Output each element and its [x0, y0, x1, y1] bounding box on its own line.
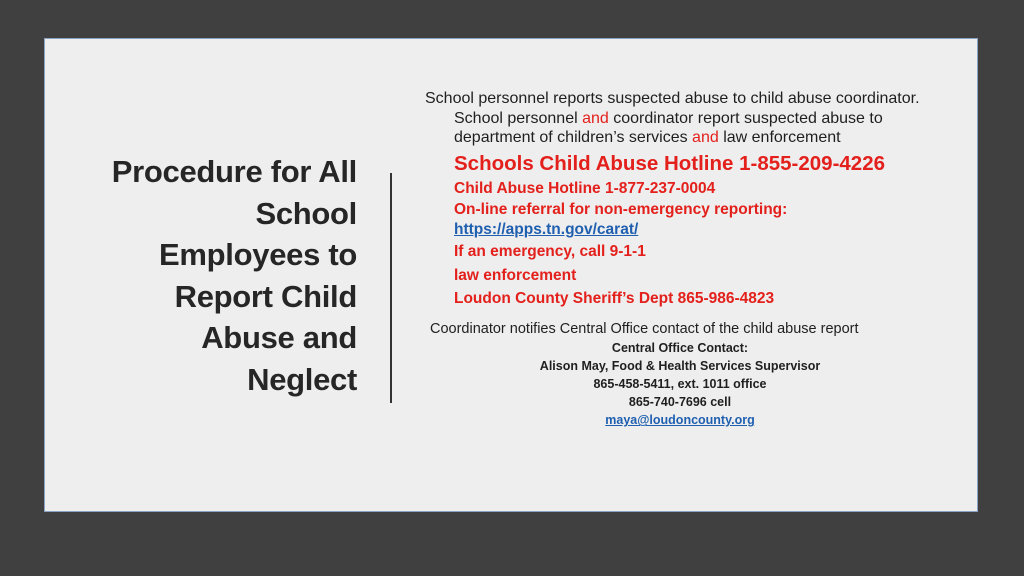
slide [44, 38, 978, 512]
sheriff-line: Loudon County Sheriff’s Dept 865-986-4823 [454, 290, 775, 307]
title-line: Procedure for All [111, 154, 357, 189]
schools-hotline: Schools Child Abuse Hotline 1-855-209-4226 [454, 151, 886, 175]
contact-email-link[interactable]: maya@loudoncounty.org [605, 413, 755, 428]
online-referral-link-row [454, 220, 955, 240]
law-enforcement-line: law enforcement [454, 266, 577, 284]
reporting-list [454, 150, 955, 311]
coordinator-note: Coordinator notifies Central Office contact of the child abuse report [430, 320, 859, 337]
title-line: School [255, 195, 357, 231]
contact-label: Central Office Contact: [611, 340, 749, 355]
vertical-divider [390, 173, 392, 403]
slide-title [85, 151, 357, 400]
contact-cell-phone: 865-740-7696 cell [628, 395, 732, 410]
contact-email-row [425, 411, 935, 429]
intro-paragraph [425, 89, 955, 148]
intro-and-highlight: and [582, 109, 609, 127]
online-referral-link[interactable]: https://apps.tn.gov/carat/ [454, 221, 639, 238]
slide-body [425, 89, 955, 430]
contact-office-phone: 865-458-5411, ext. 1011 office [593, 376, 767, 391]
central-office-contact [425, 339, 935, 430]
intro-and-highlight: and [692, 129, 719, 146]
online-referral-label: On-line referral for non-emergency reporting: [454, 201, 788, 218]
title-line: Abuse and [201, 320, 357, 355]
intro-text: law enforcement [718, 129, 841, 146]
title-line: Employees to [159, 237, 357, 272]
intro-text: School personnel reports suspected abuse to child abuse coordinator. School personnel [425, 90, 920, 127]
title-line: Neglect [247, 361, 357, 397]
title-line: Report Child [174, 278, 357, 314]
child-abuse-hotline: Child Abuse Hotline 1-877-237-0004 [454, 179, 716, 197]
emergency-line: If an emergency, call 9-1-1 [454, 243, 646, 260]
intro-text: coordinator report suspected abuse to department of children’s services [454, 109, 883, 146]
contact-name: Alison May, Food & Health Services Supervisor [539, 358, 821, 373]
